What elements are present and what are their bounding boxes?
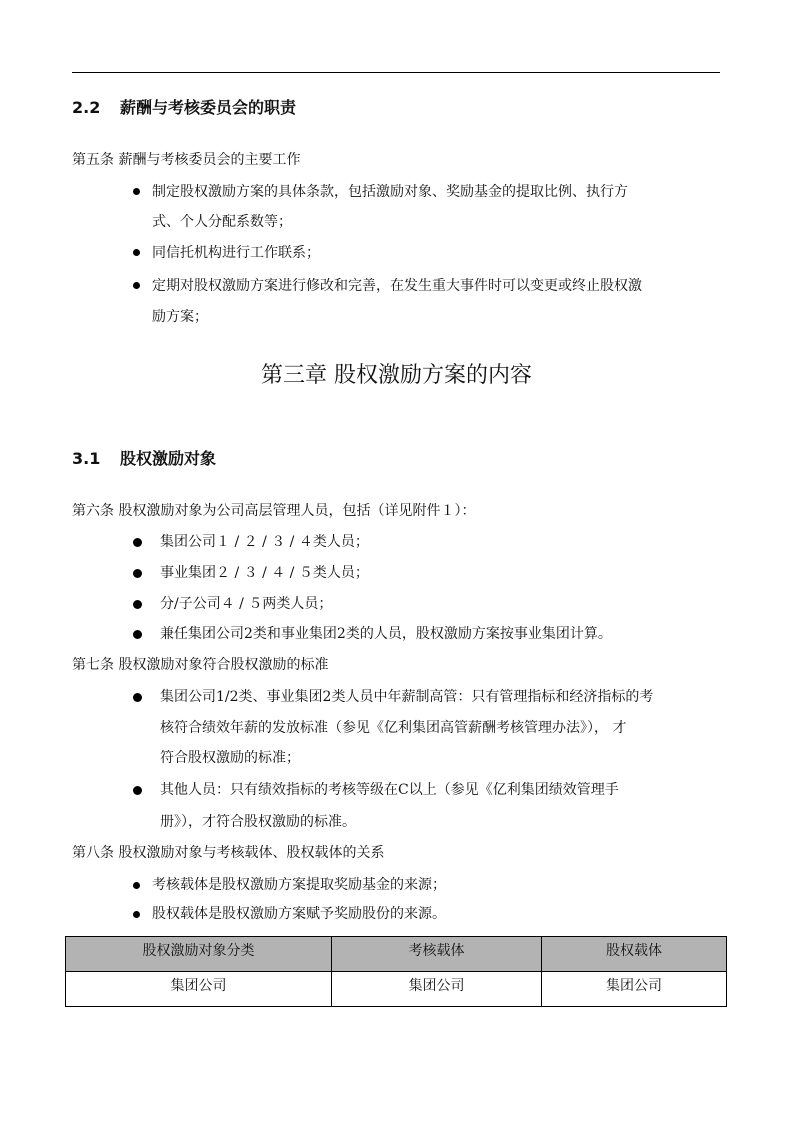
- chapter-title: 第三章 股权激励方案的内容: [261, 363, 532, 388]
- article-5-title: 第五条 薪酬与考核委员会的主要工作: [72, 152, 301, 168]
- section-heading-2-2: [72, 99, 296, 117]
- table-header: 考核载体: [332, 937, 542, 972]
- bullet-icon: [133, 249, 140, 256]
- table-cell: 集团公司: [542, 972, 727, 1007]
- article-5-bullet-1-line-2: 式、个人分配系数等；: [152, 214, 292, 230]
- article-7-bullet-2-line-1: 其他人员：只有绩效指标的考核等级在C以上（参见《亿利集团绩效管理手: [160, 782, 619, 798]
- article-7-bullet-2-line-2: 册》），才符合股权激励的标准。: [160, 814, 356, 830]
- table-cell: 集团公司: [332, 972, 542, 1007]
- article-6-bullet-2: 事业集团２ / ３ / ４ / ５类人员；: [160, 565, 369, 581]
- section-number: 2.2: [72, 98, 101, 117]
- bullet-icon: [133, 911, 140, 918]
- article-6-bullet-1: 集团公司１ / ２ / ３ / ４类人员；: [160, 534, 369, 550]
- bullet-icon: [133, 600, 142, 609]
- section-heading-3-1: [72, 450, 216, 468]
- table-cell: 集团公司: [66, 972, 332, 1007]
- article-6-bullet-3: 分/子公司４ / ５两类人员；: [160, 596, 333, 612]
- bullet-icon: [133, 538, 142, 547]
- article-8-bullet-1: 考核载体是股权激励方案提取奖励基金的来源；: [152, 877, 446, 893]
- table-header-row: [66, 937, 727, 972]
- bullet-icon: [133, 630, 142, 639]
- bullet-icon: [133, 693, 142, 702]
- section-title: 薪酬与考核委员会的职责: [120, 98, 297, 117]
- bullet-icon: [133, 786, 142, 795]
- article-7-bullet-1-line-1: 集团公司1/2类、事业集团2类人员中年薪制高管：只有管理指标和经济指标的考: [160, 689, 654, 705]
- article-6-bullet-4: 兼任集团公司2类和事业集团2类的人员，股权激励方案按事业集团计算。: [160, 626, 612, 642]
- carrier-table: [65, 936, 727, 1007]
- table-row: [66, 972, 727, 1007]
- article-6-title: 第六条 股权激励对象为公司高层管理人员，包括（详见附件１）：: [72, 503, 476, 519]
- bullet-icon: [133, 188, 140, 195]
- table-header: 股权载体: [542, 937, 727, 972]
- article-5-bullet-1-line-1: 制定股权激励方案的具体条款，包括激励对象、奖励基金的提取比例、执行方: [152, 184, 628, 200]
- section-title: 股权激励对象: [120, 449, 217, 468]
- header-rule: [72, 72, 720, 73]
- table-header: 股权激励对象分类: [66, 937, 332, 972]
- article-8-title: 第八条 股权激励对象与考核载体、股权载体的关系: [72, 845, 385, 861]
- article-7-bullet-1-line-3: 符合股权激励的标准；: [160, 750, 300, 766]
- bullet-icon: [133, 882, 140, 889]
- article-5-bullet-2: 同信托机构进行工作联系；: [152, 245, 320, 261]
- bullet-icon: [133, 569, 142, 578]
- article-7-bullet-1-line-2: 核符合绩效年薪的发放标准（参见《亿利集团高管薪酬考核管理办法》）， 才: [160, 720, 627, 736]
- article-7-title: 第七条 股权激励对象符合股权激励的标准: [72, 657, 329, 673]
- article-5-bullet-3-line-1: 定期对股权激励方案进行修改和完善，在发生重大事件时可以变更或终止股权激: [152, 278, 642, 294]
- article-5-bullet-3-line-2: 励方案；: [152, 309, 208, 325]
- bullet-icon: [133, 282, 140, 289]
- article-8-bullet-2: 股权载体是股权激励方案赋予奖励股份的来源。: [152, 906, 446, 922]
- section-number: 3.1: [72, 449, 101, 468]
